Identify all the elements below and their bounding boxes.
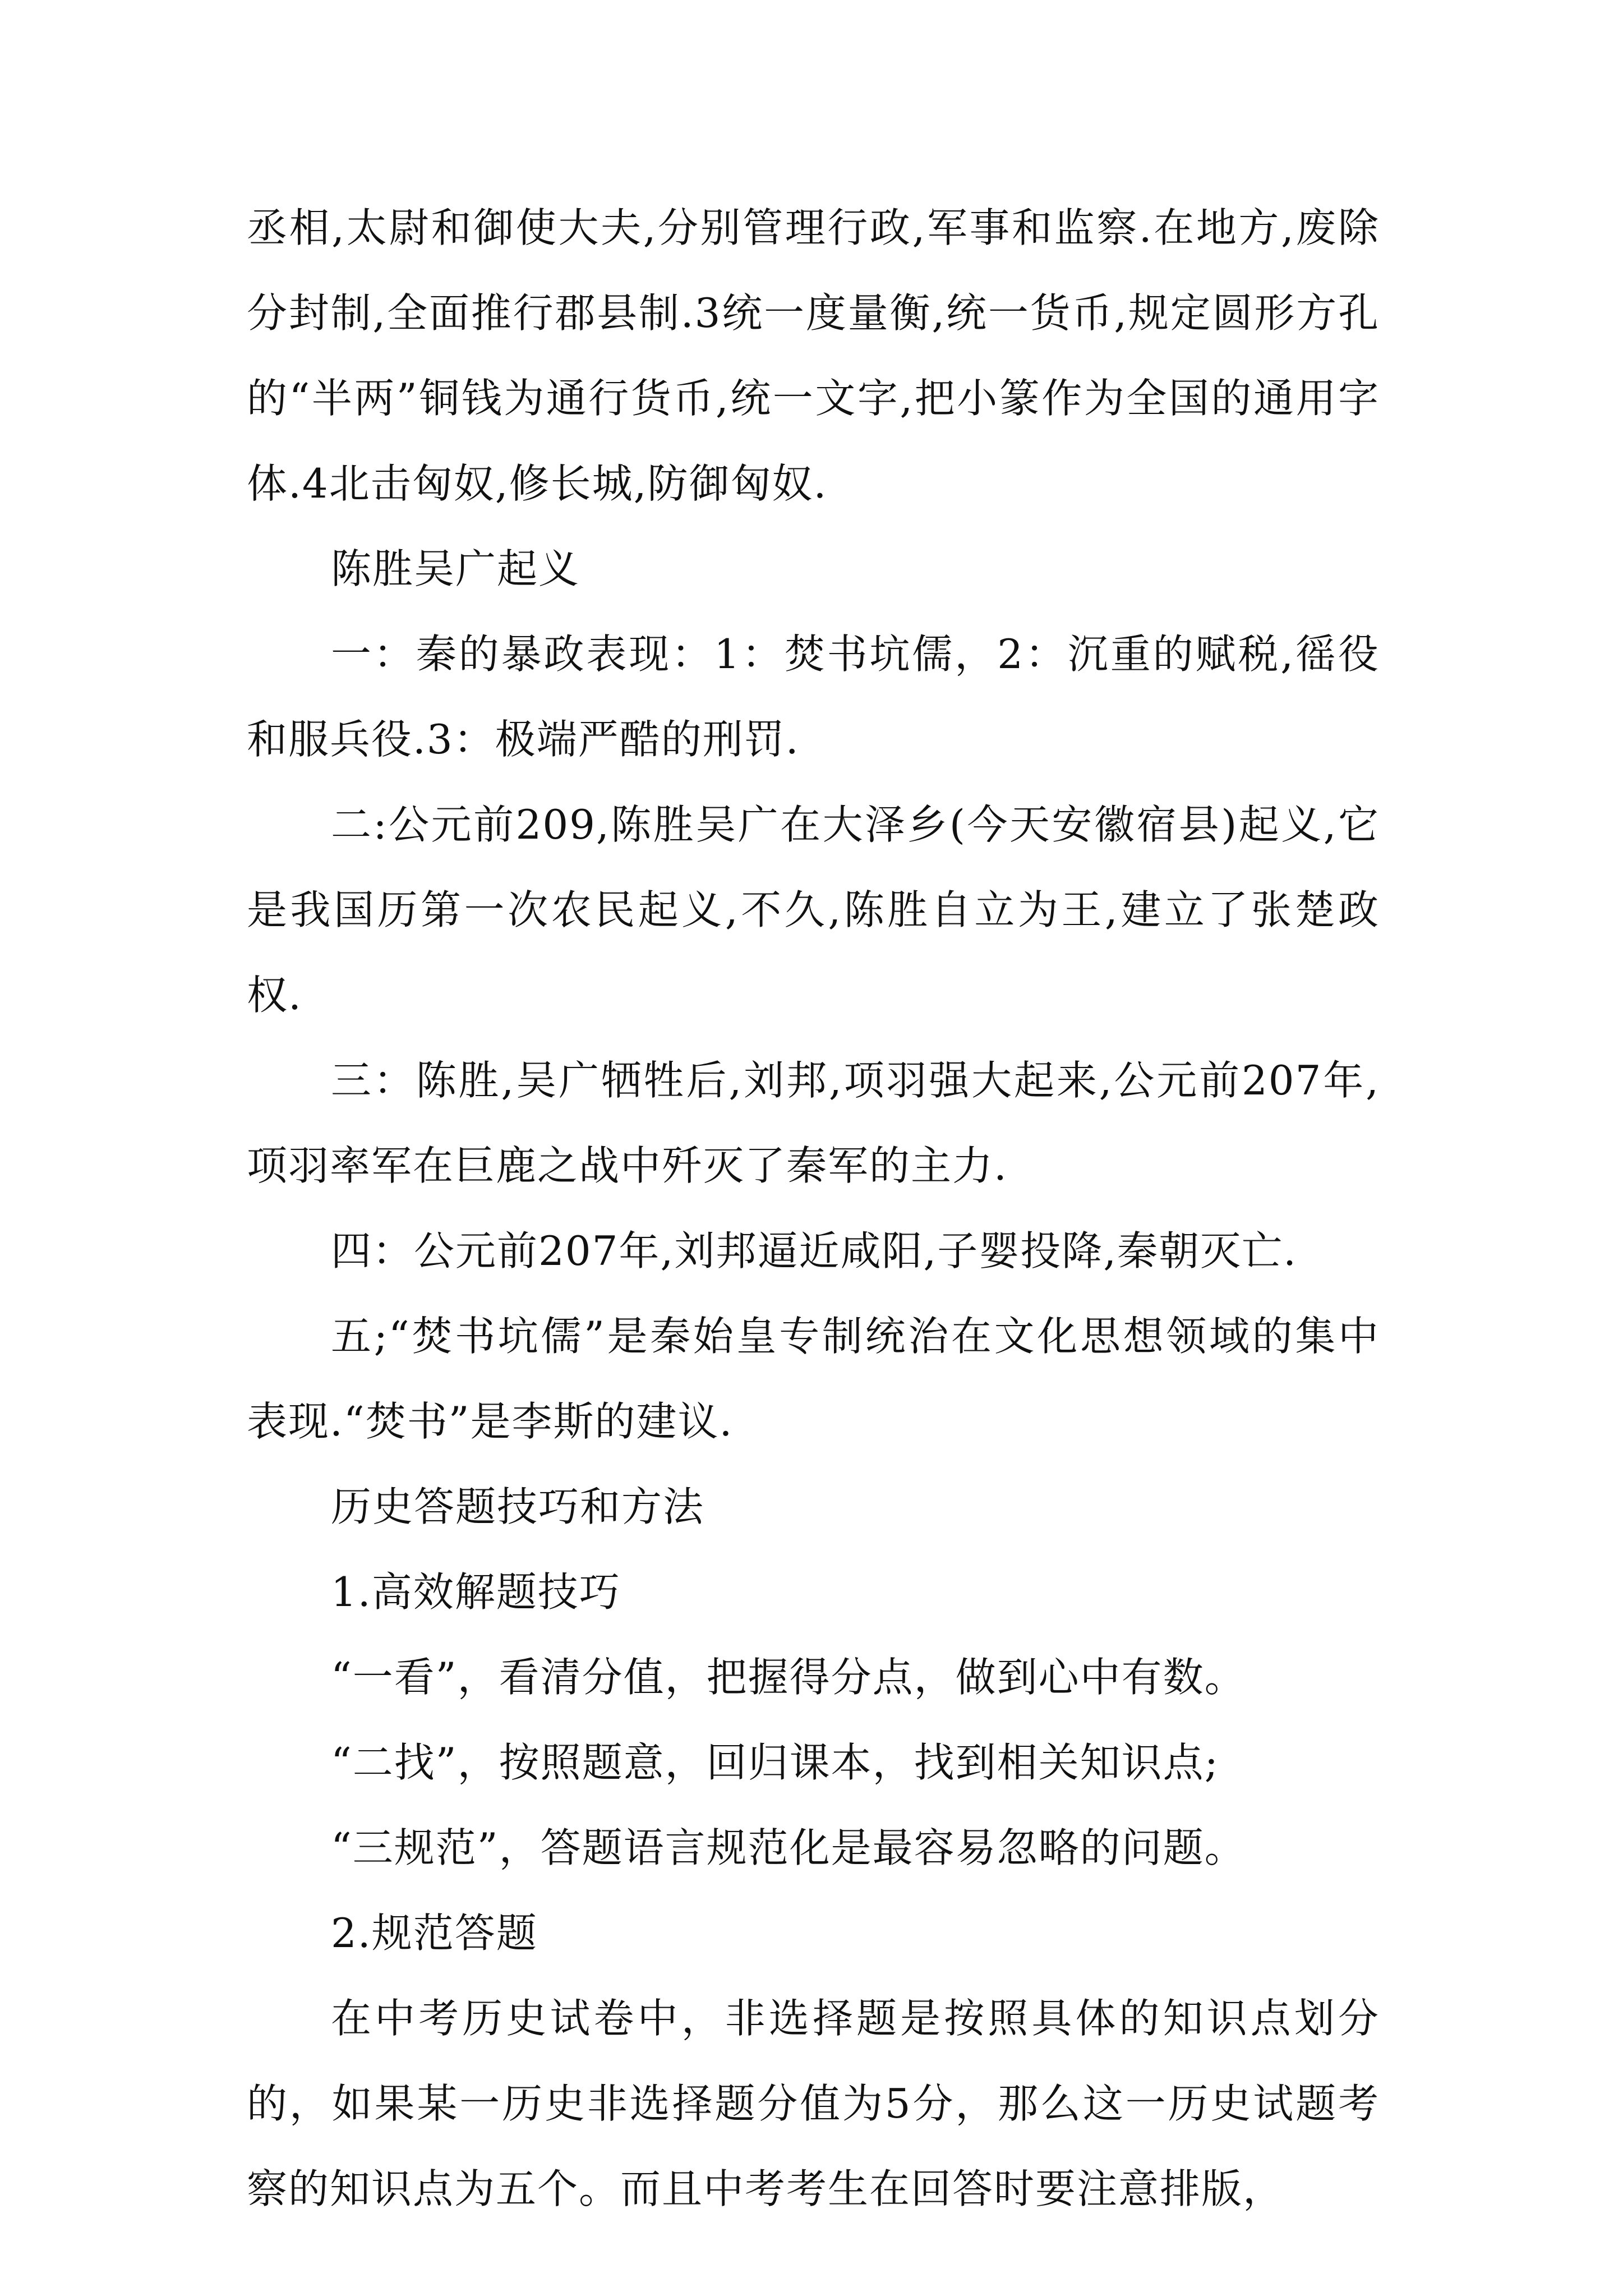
heading-history-answer-techniques: 历史答题技巧和方法 xyxy=(331,1483,705,1530)
paragraph-dazexiang-uprising: 二:公元前209,陈胜吴广在大泽乡(今天安徽宿县)起义,它是我国历第一次农民起义,不久,陈胜自立为王,建立了张楚政权. xyxy=(247,801,1380,1019)
paragraph-exam-knowledge-points: 在中考历史试卷中，非选择题是按照具体的知识点划分的，如果某一历史非选择题分值为5分，那么这一历史试题考察的知识点为五个。而且中考考生在回答时要注意排版， xyxy=(247,1995,1380,2212)
heading-chen-sheng-wu-guang-uprising: 陈胜吴广起义 xyxy=(331,545,580,592)
paragraph-qin-tyranny: 一：秦的暴政表现：1：焚书坑儒，2：沉重的赋税,徭役和服兵役.3：极端严酷的刑罚. xyxy=(247,631,1380,763)
paragraph-step-find: “二找”，按照题意，回归课本，找到相关知识点; xyxy=(331,1739,1219,1786)
paragraph-qin-institutions: 丞相,太尉和御使大夫,分别管理行政,军事和监察.在地方,废除分封制,全面推行郡县制.3统一度量衡,统一货币,规定圆形方孔的“半两”铜钱为通行货币,统一文字,把小篆作为全国的通用字体.4北击匈奴,修长城,防御匈奴. xyxy=(247,204,1380,507)
subheading-efficient-techniques: 1.高效解题技巧 xyxy=(331,1568,621,1616)
paragraph-burning-books: 五;“焚书坑儒”是秦始皇专制统治在文化思想领域的集中表现.“焚书”是李斯的建议. xyxy=(247,1313,1380,1445)
document-body xyxy=(247,185,1380,2231)
paragraph-step-look: “一看”，看清分值，把握得分点，做到心中有数。 xyxy=(331,1654,1246,1701)
subheading-standard-answers: 2.规范答题 xyxy=(331,1910,538,1957)
paragraph-qin-fall: 四：公元前207年,刘邦逼近咸阳,子婴投降,秦朝灭亡. xyxy=(331,1227,1297,1274)
paragraph-liu-bang-xiang-yu: 三：陈胜,吴广牺牲后,刘邦,项羽强大起来,公元前207年,项羽率军在巨鹿之战中歼灭了秦军的主力. xyxy=(247,1057,1380,1189)
paragraph-step-standardize: “三规范”，答题语言规范化是最容易忽略的问题。 xyxy=(331,1824,1246,1871)
